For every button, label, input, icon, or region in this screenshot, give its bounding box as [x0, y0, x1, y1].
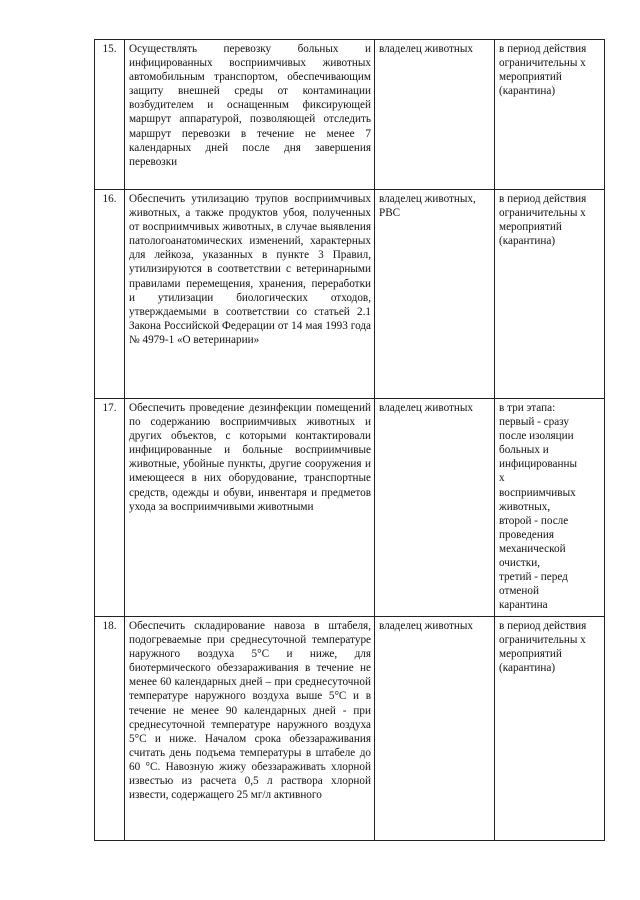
term-line: больных и [499, 444, 549, 457]
measure-text: Обеспечить проведение дезинфекции помещений по содержанию восприимчивых животных и других объектов, с которыми контактировали инфицированные и больные восприимчивые животные, убойные пункты, другие сооружения и имеющееся в них оборудование, транспортные средств, одежды и обуви, инвентаря и предметов ухода за восприимчивыми животными [125, 399, 375, 617]
table-row [95, 399, 605, 617]
term-line: инфицированны [499, 458, 577, 471]
execution-term: в период действия ограничительны х мероприятий (карантина) [495, 190, 605, 399]
table-row [95, 190, 605, 399]
responsible-party: владелец животных, РВС [375, 190, 495, 399]
term-line: восприимчивых [499, 486, 576, 499]
term-line: второй - после [499, 514, 569, 527]
term-line: очистки, [499, 557, 540, 570]
term-line: х [499, 472, 505, 485]
term-line: отменой [499, 585, 539, 598]
responsible-party: владелец животных [375, 399, 495, 617]
table-row [95, 617, 605, 841]
term-line: механической [499, 542, 566, 555]
term-line: проведения [499, 528, 554, 541]
table-row [95, 40, 605, 190]
row-number: 16. [95, 190, 125, 399]
execution-term: в период действия ограничительны х мероприятий (карантина) [495, 40, 605, 190]
execution-term: в период действия ограничительны х мероприятий (карантина) [495, 617, 605, 841]
row-number: 17. [95, 399, 125, 617]
term-line: животных, [499, 500, 551, 513]
execution-term [495, 399, 605, 617]
measures-table [94, 39, 605, 841]
term-line: первый - сразу [499, 416, 569, 429]
row-number: 18. [95, 617, 125, 841]
term-line: после изоляции [499, 430, 574, 443]
measure-text: Обеспечить складирование навоза в штабеля, подогреваемые при среднесуточной температуре наружного воздуха 5°С и ниже, для биотермического обеззараживания в течение не менее 60 календарных дней – при среднесуточной температуре наружного воздуха выше 5°С и в течение не менее 90 календарных дней - при среднесуточной температуре наружного воздуха 5°С и ниже. Началом срока обеззараживания считать день подъема температуры в штабеле до 60 °С. Навозную жижу обеззараживать хлорной известью из расчета 0,5 л раствора хлорной извести, содержащего 25 мг/л активного [125, 617, 375, 841]
term-line: карантина [499, 599, 548, 612]
responsible-party: владелец животных [375, 40, 495, 190]
measure-text: Обеспечить утилизацию трупов восприимчивых животных, а также продуктов убоя, полученных от восприимчивых животных, в случае выявления патологоанатомических изменений, характерных для лейкоза, указанных в пункте 3 Правил, утилизируются в соответствии с ветеринарными правилами перемещения, хранения, переработки и утилизации биологических отходов, утверждаемыми в соответствии со статьей 2.1 Закона Российской Федерации от 14 мая 1993 года № 4979-1 «О ветеринарии» [125, 190, 375, 399]
term-line: третий - перед [499, 571, 568, 584]
responsible-party: владелец животных [375, 617, 495, 841]
row-number: 15. [95, 40, 125, 190]
measure-text: Осуществлять перевозку больных и инфицированных восприимчивых животных автомобильным транспортом, обеспечивающим защиту внешней среды от контаминации возбудителем и оснащенным фиксирующей маршрут аппаратурой, позволяющей отследить маршрут перевозки в течение не менее 7 календарных дней после дня завершения перевозки [125, 40, 375, 190]
term-line: в три этапа: [499, 402, 556, 414]
